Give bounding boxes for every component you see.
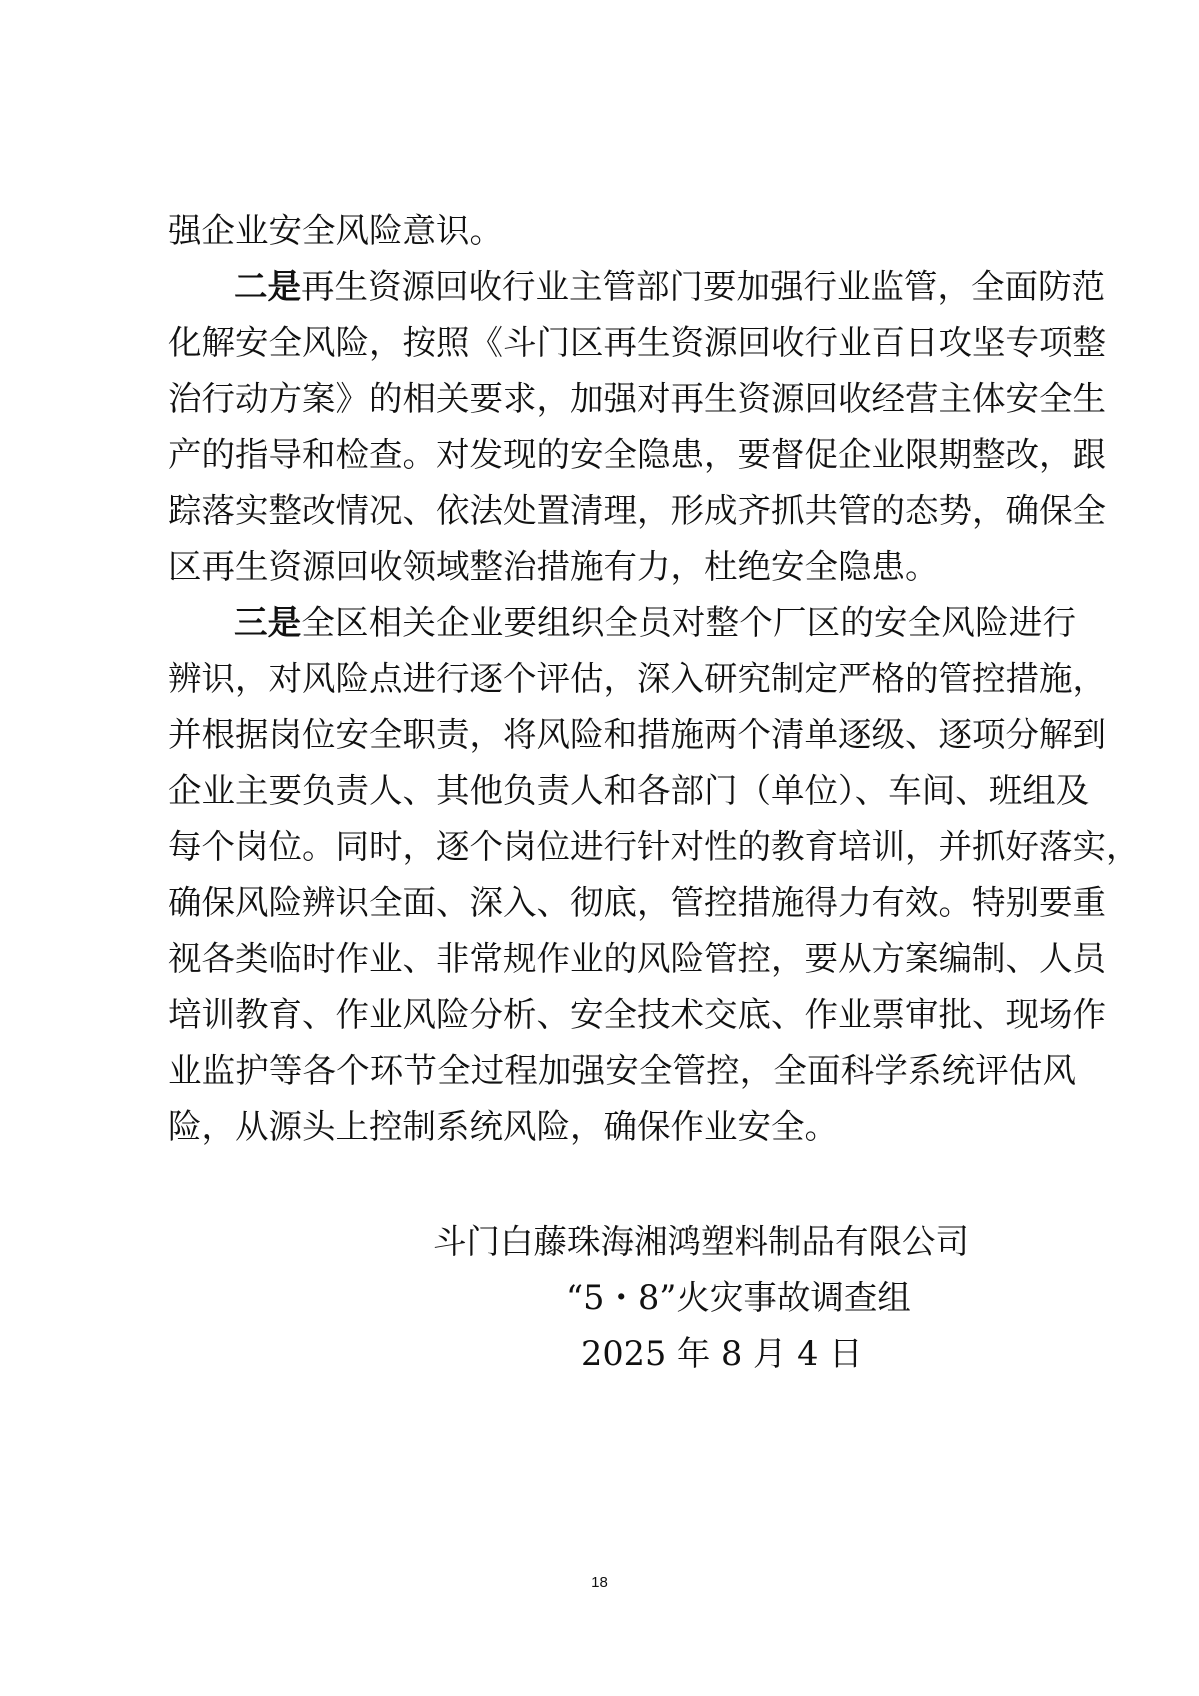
paragraph-2-lead: 二是 <box>234 267 301 306</box>
paragraph-2-line-5: 踪落实整改情况、依法处置清理，形成齐抓共管的态势，确保全 <box>168 491 1106 530</box>
signature-investigation-group: “5・8”火灾事故调查组 <box>566 1278 911 1317</box>
signature-organization: 斗门白藤珠海湘鸿塑料制品有限公司 <box>433 1222 969 1261</box>
paragraph-3-lead: 三是 <box>234 603 302 642</box>
paragraph-3-line-6: 确保风险辨识全面、深入、彻底，管控措施得力有效。特别要重 <box>168 883 1106 922</box>
paragraph-3-line-10: 险，从源头上控制系统风险，确保作业安全。 <box>168 1107 838 1146</box>
page-number: 18 <box>591 1574 608 1591</box>
paragraph-2-line-6: 区再生资源回收领域整治措施有力，杜绝安全隐患。 <box>168 547 939 586</box>
paragraph-1-line-1: 强企业安全风险意识。 <box>168 211 503 250</box>
paragraph-3-line-2: 辨识，对风险点进行逐个评估，深入研究制定严格的管控措施， <box>168 659 1106 698</box>
paragraph-3-line-4: 企业主要负责人、其他负责人和各部门（单位）、车间、班组及 <box>168 771 1090 810</box>
paragraph-3-line-7: 视各类临时作业、非常规作业的风险管控，要从方案编制、人员 <box>168 939 1106 978</box>
paragraph-3-line-8: 培训教育、作业风险分析、安全技术交底、作业票审批、现场作 <box>168 995 1106 1034</box>
paragraph-2-first-line-text: 再生资源回收行业主管部门要加强行业监管，全面防范 <box>301 267 1105 306</box>
paragraph-3-line-9: 业监护等各个环节全过程加强安全管控，全面科学系统评估风 <box>168 1051 1076 1090</box>
signature-date: 2025 年 8 月 4 日 <box>581 1334 863 1373</box>
paragraph-3-first-line-text: 全区相关企业要组织全员对整个厂区的安全风险进行 <box>301 603 1076 642</box>
paragraph-2-line-2: 化解安全风险，按照《斗门区再生资源回收行业百日攻坚专项整 <box>168 323 1106 362</box>
paragraph-2-line-4: 产的指导和检查。对发现的安全隐患，要督促企业限期整改，跟 <box>168 435 1106 474</box>
paragraph-2-line-3: 治行动方案》的相关要求，加强对再生资源回收经营主体安全生 <box>168 379 1106 418</box>
paragraph-3-line-5: 每个岗位。同时，逐个岗位进行针对性的教育培训，并抓好落实， <box>168 827 1140 866</box>
paragraph-3-line-3: 并根据岗位安全职责，将风险和措施两个清单逐级、逐项分解到 <box>168 715 1106 754</box>
